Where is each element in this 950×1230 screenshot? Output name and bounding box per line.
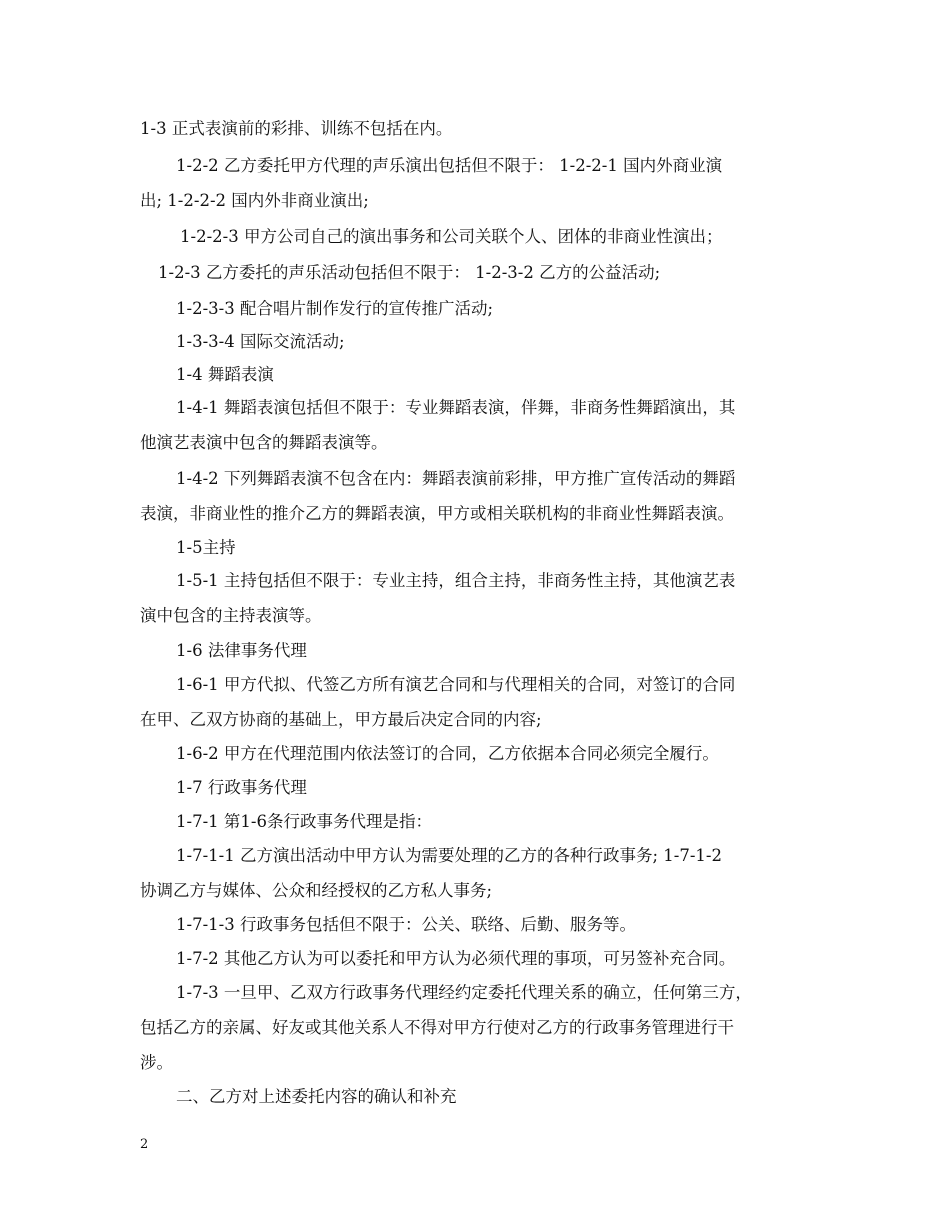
text-line: 演中包含的主持表演等。 xyxy=(140,606,322,625)
text-line: 1-4-2 下列舞蹈表演不包含在内：舞蹈表演前彩排，甲方推广宣传活动的舞蹈 xyxy=(176,469,736,488)
text-line: 1-2-2 乙方委托甲方代理的声乐演出包括但不限于： 1-2-2-1 国内外商业演 xyxy=(176,156,723,175)
text-line: 1-7-1 第1-6条行政事务代理是指： xyxy=(176,812,432,831)
text-line: 1-2-3-3 配合唱片制作发行的宣传推广活动; xyxy=(176,299,494,318)
text-line: 1-3 正式表演前的彩排、训练不包括在内。 xyxy=(140,119,453,138)
text-line: 1-6-2 甲方在代理范围内依法签订的合同，乙方依据本合同必须完全履行。 xyxy=(176,744,719,763)
text-line: 出; 1-2-2-2 国内外非商业演出; xyxy=(140,191,369,210)
text-line: 1-5主持 xyxy=(176,538,236,557)
text-line: 1-4-1 舞蹈表演包括但不限于：专业舞蹈表演，伴舞，非商务性舞蹈演出，其 xyxy=(176,398,736,417)
text-line: 1-7-2 其他乙方认为可以委托和甲方认为必须代理的事项，可另签补充合同。 xyxy=(176,949,736,968)
text-line: 1-7 行政事务代理 xyxy=(176,778,307,797)
text-line: 表演，非商业性的推介乙方的舞蹈表演，甲方或相关联机构的非商业性舞蹈表演。 xyxy=(140,504,734,523)
text-line: 1-5-1 主持包括但不限于：专业主持，组合主持，非商务性主持，其他演艺表 xyxy=(176,571,736,590)
text-line: 包括乙方的亲属、好友或其他关系人不得对甲方行使对乙方的行政事务管理进行干 xyxy=(140,1018,734,1037)
text-line: 1-7-3 一旦甲、乙双方行政事务代理经约定委托代理关系的确立，任何第三方， xyxy=(176,983,752,1002)
text-line: 1-7-1-3 行政事务包括但不限于：公关、联络、后勤、服务等。 xyxy=(176,915,636,934)
text-line: 他演艺表演中包含的舞蹈表演等。 xyxy=(140,433,388,452)
text-line: 协调乙方与媒体、公众和经授权的乙方私人事务; xyxy=(140,881,493,900)
text-line: 1-2-3 乙方委托的声乐活动包括但不限于： 1-2-3-2 乙方的公益活动; xyxy=(158,263,661,282)
text-line: 1-6-1 甲方代拟、代签乙方所有演艺合同和与代理相关的合同，对签订的合同 xyxy=(176,675,736,694)
text-line: 1-2-2-3 甲方公司自己的演出事务和公司关联个人、团体的非商业性演出； xyxy=(180,227,723,246)
text-line: 1-6 法律事务代理 xyxy=(176,641,307,660)
text-line: 1-3-3-4 国际交流活动; xyxy=(176,332,345,351)
text-line: 在甲、乙双方协商的基础上，甲方最后决定合同的内容; xyxy=(140,710,542,729)
text-line: 1-4 舞蹈表演 xyxy=(176,365,274,384)
text-line: 1-7-1-1 乙方演出活动中甲方认为需要处理的乙方的各种行政事务; 1-7-1-2 xyxy=(176,846,722,865)
page-number: 2 xyxy=(140,1137,149,1152)
text-line: 涉。 xyxy=(140,1053,173,1072)
text-line: 二、乙方对上述委托内容的确认和补充 xyxy=(176,1087,457,1106)
